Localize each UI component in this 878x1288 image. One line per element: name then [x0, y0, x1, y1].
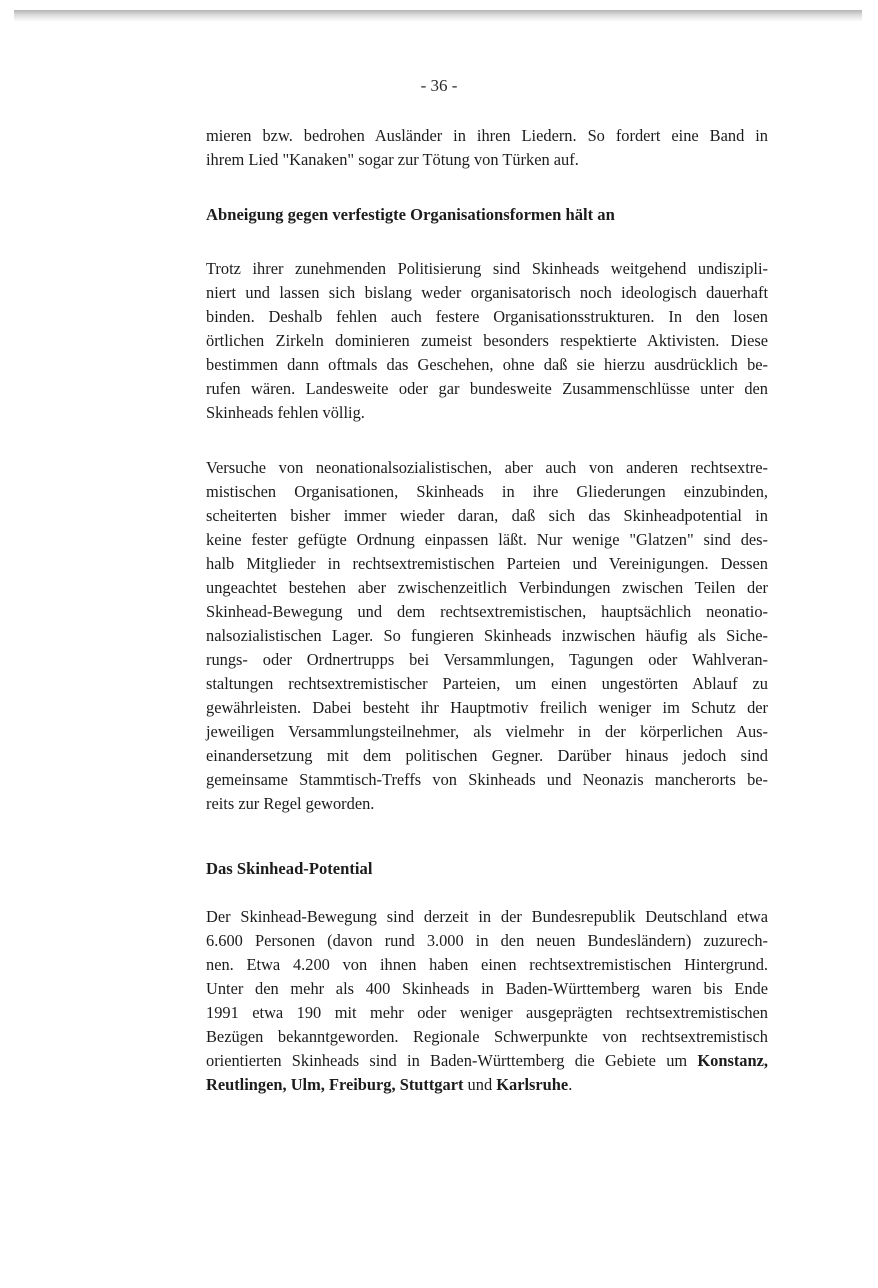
paragraph-line: Der Skinhead-Bewegung sind derzeit in der Bundesrepublik Deutschland etwa [206, 907, 768, 926]
paragraph-line: Skinheads fehlen völlig. [206, 403, 365, 422]
paragraph-3 [206, 456, 768, 816]
section-heading-organisationsformen: Abneigung gegen verfestigte Organisationsformen hält an [206, 205, 615, 224]
paragraph-line: rufen wären. Landesweite oder gar bundesweite Zusammenschlüsse unter den [206, 379, 768, 398]
paragraph-line: binden. Deshalb fehlen auch festere Organisationsstrukturen. In den losen [206, 307, 768, 326]
paragraph-line: bestimmen dann oftmals das Geschehen, ohne daß sie hierzu ausdrücklich be- [206, 355, 768, 374]
paragraph-line: örtlichen Zirkeln dominieren zumeist besonders respektierte Aktivisten. Diese [206, 331, 768, 350]
paragraph-line: 1991 etwa 190 mit mehr oder weniger ausgeprägten rechtsextremistischen [206, 1003, 768, 1022]
paragraph-line: rungs- oder Ordnertrupps bei Versammlungen, Tagungen oder Wahlveran- [206, 650, 768, 669]
paragraph-line: reits zur Regel geworden. [206, 794, 375, 813]
place-konstanz: Konstanz, [697, 1051, 768, 1070]
paragraph-line: nalsozialistischen Lager. So fungieren Skinheads inzwischen häufig als Siche- [206, 626, 768, 645]
paragraph-line: Trotz ihrer zunehmenden Politisierung sind Skinheads weitgehend undiszipli- [206, 259, 768, 278]
paragraph-line: Bezügen bekanntgeworden. Regionale Schwerpunkte von rechtsextremistisch [206, 1027, 768, 1046]
paragraph-text: orientierten Skinheads sind in Baden-Württemberg die Gebiete um [206, 1051, 688, 1070]
paragraph-line: niert und lassen sich bislang weder organisatorisch noch ideologisch dauerhaft [206, 283, 768, 302]
conjunction-und: und [467, 1075, 493, 1094]
paragraph-line: halb Mitglieder in rechtsextremistischen Parteien und Vereinigungen. Dessen [206, 554, 768, 573]
sentence-period: . [568, 1075, 573, 1094]
place-ulm: Ulm, [290, 1075, 325, 1094]
paragraph-2 [206, 257, 768, 425]
paragraph-line: nen. Etwa 4.200 von ihnen haben einen rechtsextremistischen Hintergrund. [206, 955, 768, 974]
place-stuttgart: Stuttgart [399, 1075, 464, 1094]
place-reutlingen: Reutlingen, [206, 1075, 287, 1094]
paragraph-line: Versuche von neonationalsozialistischen, aber auch von anderen rechtsextre- [206, 458, 768, 477]
paragraph-4 [206, 905, 768, 1097]
place-freiburg: Freiburg, [328, 1075, 396, 1094]
paragraph-line: mistischen Organisationen, Skinheads in ihre Gliederungen einzubinden, [206, 482, 768, 501]
paragraph-line: Skinhead-Bewegung und dem rechtsextremistischen, hauptsächlich neonatio- [206, 602, 768, 621]
page-number: - 36 - [420, 76, 458, 95]
paragraph-line: keine fester gefügte Ordnung einpassen läßt. Nur wenige "Glatzen" sind des- [206, 530, 768, 549]
paragraph-line: mieren bzw. bedrohen Ausländer in ihren Liedern. So fordert eine Band in [206, 126, 768, 145]
section-heading-skinhead-potential: Das Skinhead-Potential [206, 859, 373, 878]
paragraph-line: gewährleisten. Dabei besteht ihr Hauptmotiv freilich weniger im Schutz der [206, 698, 768, 717]
paragraph-line: scheiterten bisher immer wieder daran, daß sich das Skinheadpotential in [206, 506, 768, 525]
paragraph-1 [206, 124, 768, 172]
paragraph-line: staltungen rechtsextremistischer Parteien, um einen ungestörten Ablauf zu [206, 674, 768, 693]
paragraph-line: ihrem Lied "Kanaken" sogar zur Tötung von Türken auf. [206, 150, 579, 169]
place-karlsruhe: Karlsruhe [496, 1075, 569, 1094]
paragraph-line [206, 1073, 768, 1097]
paragraph-line: jeweiligen Versammlungsteilnehmer, als vielmehr in der körperlichen Aus- [206, 722, 768, 741]
paragraph-line: 6.600 Personen (davon rund 3.000 in den neuen Bundesländern) zuzurech- [206, 931, 768, 950]
paragraph-line: gemeinsame Stammtisch-Treffs von Skinheads und Neonazis mancherorts be- [206, 770, 768, 789]
paragraph-line: ungeachtet bestehen aber zwischenzeitlich Verbindungen zwischen Teilen der [206, 578, 768, 597]
paragraph-line: Unter den mehr als 400 Skinheads in Baden-Württemberg waren bis Ende [206, 979, 768, 998]
paragraph-line [206, 1049, 768, 1073]
scan-edge-shadow [14, 10, 862, 22]
paragraph-line: einandersetzung mit dem politischen Gegner. Darüber hinaus jedoch sind [206, 746, 768, 765]
